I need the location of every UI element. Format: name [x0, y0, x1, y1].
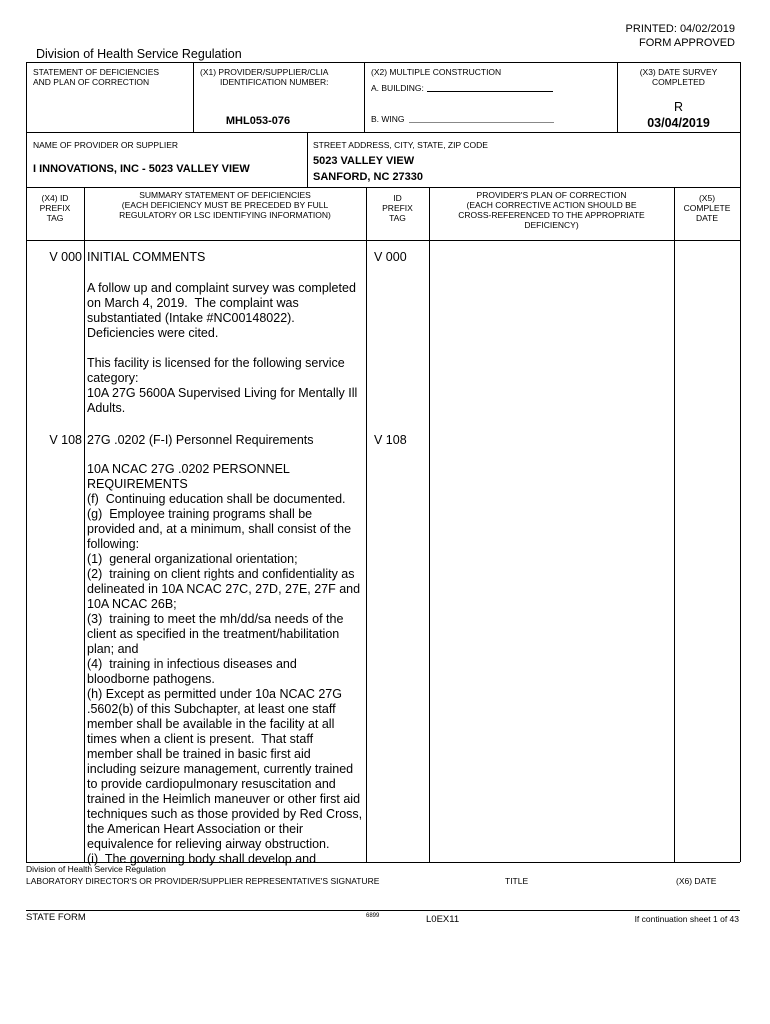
- plan-header-line4: DEFICIENCY): [524, 220, 579, 230]
- address-label: STREET ADDRESS, CITY, STATE, ZIP CODE: [313, 140, 488, 150]
- plan-header-line3: CROSS-REFERENCED TO THE APPROPRIATE: [458, 210, 645, 220]
- form-code: 6899: [366, 913, 380, 919]
- statement-label: [33, 67, 159, 87]
- plan-header-line1: PROVIDER'S PLAN OF CORRECTION: [476, 190, 627, 200]
- entry-body: 10A NCAC 27G .0202 PERSONNEL REQUIREMENTS (f) Continuing education shall be documented. (g) Employee training programs shall be provided and, at a minimum, shall consist of the following: (1) general organizational orientation; (2) training on client rights and confidentiality as delineated in 10A NCAC 27C, 27D, 27E, 27F and 10A NCAC 26B; (3) training to meet the mh/dd/sa needs of the client as specified in the treatment/habilitation plan; and (4) training in infectious diseases and bloodborne pathogens. (h) Except as permitted under 10a NCAC 27G .5602(b) of this Subchapter, at least one staff member shall be available in the facility at all times when a client is present. That staff member shall be trained in basic first aid including seizure management, currently trained to provide cardiopulmonary resuscitation and trained in the Heimlich maneuver or other first aid techniques such as those provided by Red Cross, the American Heart Association or their equivalence for relieving airway obstruction. (i) The governing body shall develop and: [87, 462, 363, 866]
- x1-label-line2: IDENTIFICATION NUMBER:: [220, 77, 329, 87]
- signature-label: LABORATORY DIRECTOR'S OR PROVIDER/SUPPLIER REPRESENTATIVE'S SIGNATURE: [26, 876, 380, 886]
- printed-date: PRINTED: 04/02/2019: [625, 23, 735, 35]
- x5-header: [674, 193, 740, 223]
- x3-label-line2: COMPLETED: [652, 77, 705, 87]
- provider-name: I INNOVATIONS, INC - 5023 VALLEY VIEW: [33, 163, 250, 175]
- x4-header-line1: (X4) ID: [41, 193, 69, 203]
- entry-tag: V 000: [49, 250, 82, 264]
- state-form-label: STATE FORM: [26, 912, 86, 923]
- survey-code: R: [673, 100, 684, 114]
- id-header-line2: PREFIX: [382, 203, 413, 213]
- survey-date: 03/04/2019: [647, 116, 710, 130]
- x2-wing-label: B. WING: [371, 114, 405, 124]
- building-underline: [427, 91, 553, 92]
- x4-header-line2: PREFIX: [39, 203, 71, 213]
- summary-header: [84, 190, 366, 220]
- footer-division: Division of Health Service Regulation: [26, 864, 166, 874]
- x1-label-line1: (X1) PROVIDER/SUPPLIER/CLIA: [200, 67, 329, 77]
- event-id: L0EX11: [426, 914, 460, 925]
- entry-body: A follow up and complaint survey was completed on March 4, 2019. The complaint was substantiated (Intake #NC00148022). Deficiencies were cited. This facility is licensed for the following service category: 10A 27G 5600A Supervised Living for Mentally Ill Adults.: [87, 281, 358, 415]
- x6-date-label: (X6) DATE: [676, 876, 717, 886]
- entry-title: INITIAL COMMENTS: [87, 250, 206, 264]
- entry-tag: V 108: [49, 433, 82, 447]
- statement-label-line1: STATEMENT OF DEFICIENCIES: [33, 67, 160, 77]
- summary-header-line2: (EACH DEFICIENCY MUST BE PRECEDED BY FULL: [121, 200, 329, 210]
- address-line1: 5023 VALLEY VIEW: [313, 155, 415, 167]
- x5-header-line2: COMPLETE: [683, 203, 731, 213]
- id-header: [366, 193, 429, 223]
- entry-id-tag: V 000: [374, 250, 407, 264]
- plan-header: [429, 190, 674, 230]
- address-line2: SANFORD, NC 27330: [313, 171, 424, 183]
- x3-label-line1: (X3) DATE SURVEY: [639, 67, 718, 77]
- provider-id-number: MHL053-076: [225, 115, 291, 127]
- summary-header-line3: REGULATORY OR LSC IDENTIFYING INFORMATION): [119, 210, 331, 220]
- continuation-label: If continuation sheet 1 of 43: [634, 914, 739, 924]
- wing-underline: [409, 122, 554, 123]
- x3-label: [617, 67, 740, 87]
- entry-title: 27G .0202 (F-I) Personnel Requirements: [87, 433, 314, 447]
- provider-name-label: NAME OF PROVIDER OR SUPPLIER: [33, 140, 178, 150]
- id-header-line1: ID: [393, 193, 402, 203]
- x4-header: [26, 193, 84, 223]
- x2-building-label: A. BUILDING:: [371, 83, 424, 93]
- x2-title: (X2) MULTIPLE CONSTRUCTION: [371, 67, 502, 77]
- plan-header-line2: (EACH CORRECTIVE ACTION SHOULD BE: [466, 200, 637, 210]
- summary-header-line1: SUMMARY STATEMENT OF DEFICIENCIES: [139, 190, 311, 200]
- form-approved: FORM APPROVED: [639, 37, 735, 49]
- x4-header-line3: TAG: [46, 213, 64, 223]
- title-label: TITLE: [505, 876, 529, 886]
- division-title: Division of Health Service Regulation: [36, 47, 242, 61]
- id-header-line3: TAG: [389, 213, 406, 223]
- entry-id-tag: V 108: [374, 433, 407, 447]
- x5-header-line3: DATE: [695, 213, 719, 223]
- x1-label: [200, 67, 360, 87]
- footer-rule: [26, 910, 740, 911]
- x5-header-line1: (X5): [698, 193, 716, 203]
- statement-label-line2: AND PLAN OF CORRECTION: [33, 77, 150, 87]
